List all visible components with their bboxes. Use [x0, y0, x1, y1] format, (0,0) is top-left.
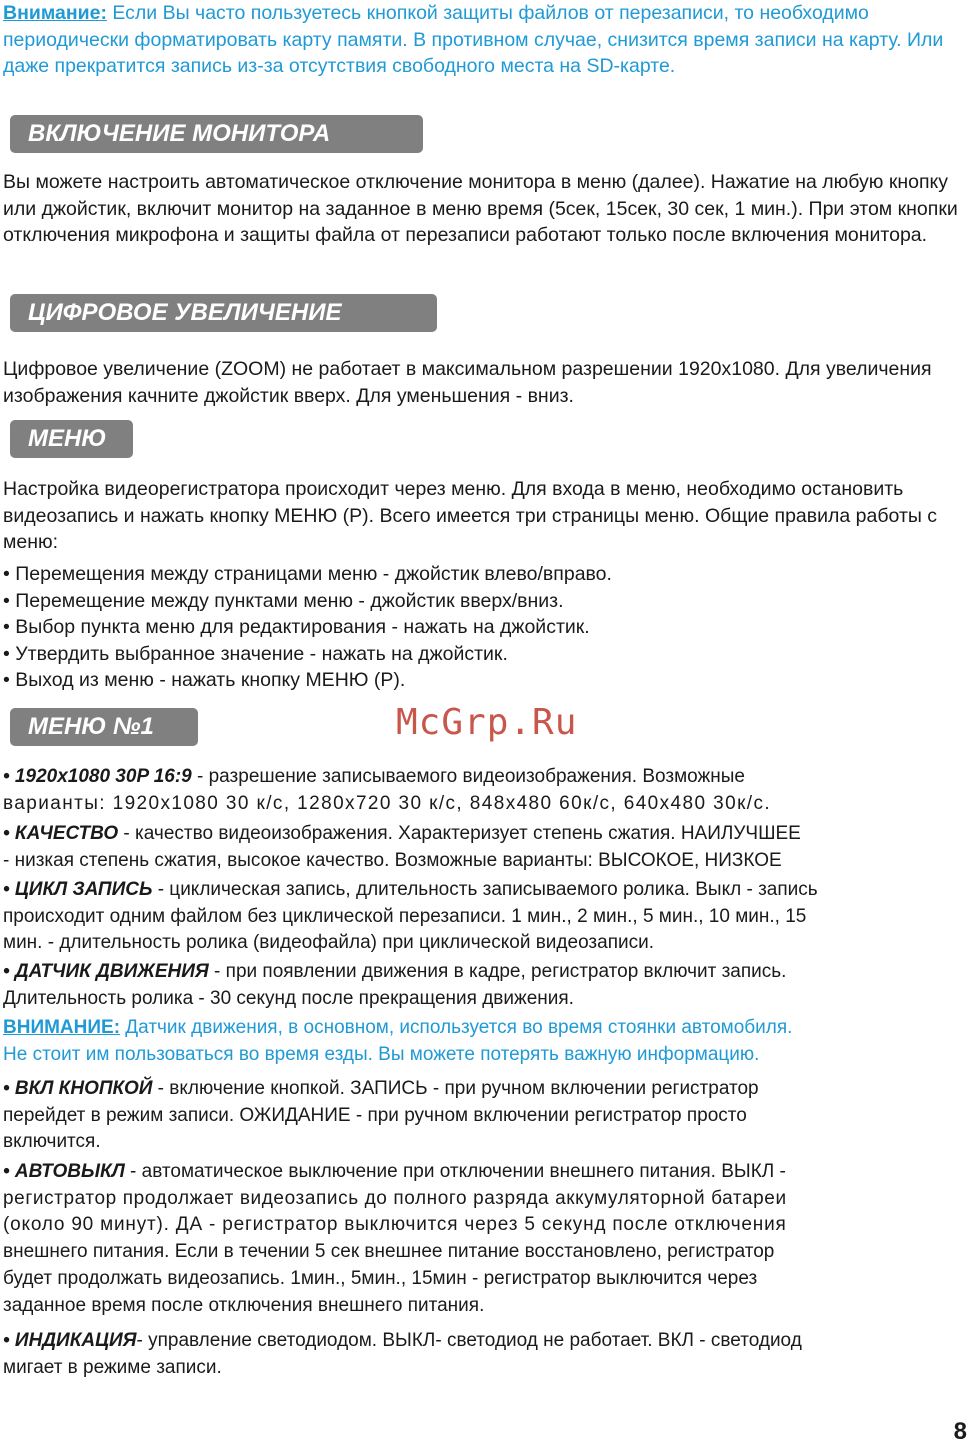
entry-text: (около 90 минут). ДА - регистратор выключится через 5 секунд после отключения [3, 1214, 787, 1236]
entry-text: мигает в режиме записи. [3, 1356, 222, 1378]
list-item: • Утвердить выбранное значение - нажать на джойстик. [3, 642, 508, 665]
entry-key: • ЦИКЛ ЗАПИСЬ [3, 879, 153, 900]
attention-text: Не стоит им пользоваться во время езды. Вы можете потерять важную информацию. [3, 1043, 760, 1065]
entry-text: регистратор продолжает видеозапись до полного разряда аккумуляторной батареи [3, 1187, 787, 1209]
entry-text: - циклическая запись, длительность записываемого ролика. Выкл - запись [152, 879, 818, 900]
list-item: • Выбор пункта меню для редактирования - нажать на джойстик. [3, 616, 590, 639]
entry-text: внешнего питания. Если в течении 5 сек внешнее питание восстановлено, регистратор [3, 1241, 775, 1263]
entry-text: перейдет в режим записи. ОЖИДАНИЕ - при ручном включении регистратор просто [3, 1104, 747, 1126]
entry-text: - управление светодиодом. ВЫКЛ- светодиод не работает. ВКЛ - светодиод [136, 1330, 802, 1351]
page-number: 8 [953, 1418, 967, 1445]
entry-text: будет продолжать видеозапись. 1мин., 5мин., 15мин - регистратор выключится через [3, 1267, 758, 1289]
entry-text: - включение кнопкой. ЗАПИСЬ - при ручном включении регистратор [152, 1078, 759, 1099]
section-header-menu: МЕНЮ [10, 420, 133, 458]
attention-note-top [3, 0, 978, 80]
entry-text: включится. [3, 1131, 101, 1153]
attention-text: Датчик движения, в основном, используется во время стоянки автомобиля. [120, 1017, 793, 1038]
entry-text: происходит одним файлом без циклической перезаписи. 1 мин., 2 мин., 5 мин., 10 мин., 15 [3, 905, 807, 927]
entry-text: - разрешение записываемого видеоизображения. Возможные [191, 766, 745, 787]
attention-label: ВНИМАНИЕ: [3, 1017, 121, 1038]
section-text-monitor: Вы можете настроить автоматическое отключение монитора в меню (далее). Нажатие на любую кнопку или джойстик, включит монитор на заданное в меню время (5сек, 15сек, 30 сек, 1 мин.). При этом кнопки отключения микрофона и защиты файла от перезаписи работают только после включения монитора. [3, 171, 958, 246]
entry-key: • ИНДИКАЦИЯ [3, 1330, 137, 1351]
menu1-entry-quality [3, 821, 978, 874]
entry-text: Длительность ролика - 30 секунд после прекращения движения. [3, 987, 574, 1009]
section-text-menu: Настройка видеорегистратора происходит через меню. Для входа в меню, необходимо остановить видеозапись и нажать кнопку МЕНЮ (Р). Всего имеется три страницы меню. Общие правила работы с меню: [3, 478, 938, 553]
menu1-entry-loop [3, 877, 978, 957]
entry-text: - при появлении движения в кадре, регистратор включит запись. [208, 961, 787, 982]
entry-text: - низкая степень сжатия, высокое качество. Возможные варианты: ВЫСОКОЕ, НИЗКОЕ [3, 849, 782, 871]
entry-key: • АВТОВЫКЛ [3, 1161, 125, 1182]
list-item: • Перемещения между страницами меню - джойстик влево/вправо. [3, 563, 612, 585]
list-item: • Перемещение между пунктами меню - джойстик вверх/вниз. [3, 589, 564, 612]
entry-key: • КАЧЕСТВО [3, 823, 119, 844]
menu1-entry-resolution [3, 764, 978, 817]
menu1-entry-indication [3, 1328, 978, 1381]
menu1-entry-autooff [3, 1159, 978, 1319]
entry-key: • ДАТЧИК ДВИЖЕНИЯ [3, 961, 209, 982]
menu-rules-list [3, 561, 612, 694]
entry-text: заданное время после отключения внешнего питания. [3, 1294, 485, 1316]
attention-text: Если Вы часто пользуетесь кнопкой защиты файлов от перезаписи, то необходимо периодически форматировать карту памяти. В противном случае, снизится время записи на карту. Или даже прекратится запись из-за отсутствия свободного места на SD-карте. [3, 2, 944, 77]
entry-key: • 1920x1080 30P 16:9 [3, 766, 192, 787]
entry-text: - качество видеоизображения. Характеризует степень сжатия. НАИЛУЧШЕЕ [118, 823, 801, 844]
list-item: • Выход из меню - нажать кнопку МЕНЮ (Р). [3, 669, 406, 692]
menu1-entry-motion [3, 959, 978, 1012]
entry-text: варианты: 1920x1080 30 к/с, 1280x720 30 к/с, 848x480 60к/с, 640x480 30к/с. [3, 792, 772, 814]
entry-text: мин. - длительность ролика (видеофайла) при циклической видеозаписи. [3, 932, 654, 954]
entry-key: • ВКЛ КНОПКОЙ [3, 1078, 153, 1099]
attention-label: Внимание: [3, 2, 107, 24]
watermark: McGrp.Ru [396, 702, 578, 743]
section-header-monitor: ВКЛЮЧЕНИЕ МОНИТОРА [10, 115, 423, 153]
entry-text: - автоматическое выключение при отключении внешнего питания. ВЫКЛ - [124, 1161, 786, 1182]
menu1-motion-attention [3, 1015, 978, 1068]
section-header-zoom: ЦИФРОВОЕ УВЕЛИЧЕНИЕ [10, 294, 437, 332]
section-text-zoom: Цифровое увеличение (ZOOM) не работает в максимальном разрешении 1920x1080. Для увеличения изображения качните джойстик вверх. Для уменьшения - вниз. [3, 358, 932, 407]
section-header-menu1: МЕНЮ №1 [10, 708, 198, 746]
menu1-entry-button-on [3, 1076, 978, 1156]
